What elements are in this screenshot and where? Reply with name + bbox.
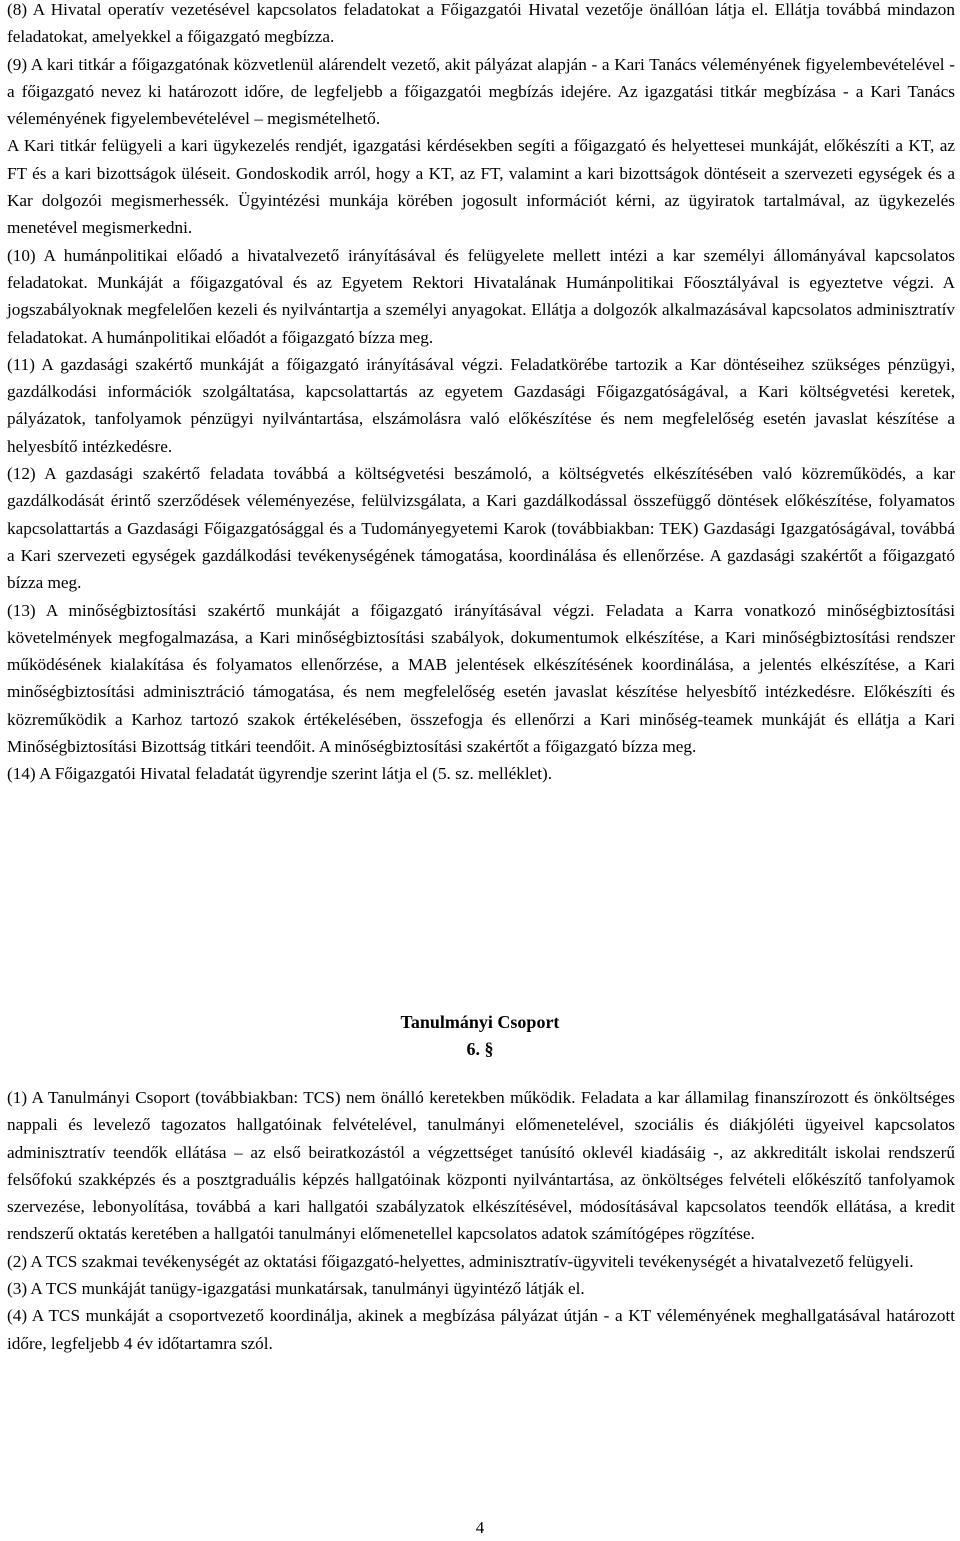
section-6-paragraph-1: (1) A Tanulmányi Csoport (továbbiakban: TCS) nem önálló keretekben működik. Feladata a kar államilag finanszírozott és önköltséges nappali és levelező tagozatos hallgatóinak felvételével, tanulmányi előmenetelével, szociális és diákjóléti ügyeivel kapcsolatos adminisztratív teendők ellátása – az első beiratkozástól a végzettséget tanúsító oklevél kiadásáig -, az akkreditált iskolai rendszerű felsőfokú szakképzés és a posztgraduális képzés hallgatóinak központi nyilvántartása, az önköltséges felvételi előkészítő tanfolyamok szervezése, lebonyolítása, továbbá a kari hallgatói szabályzatok elkészítésével, módosításával kapcsolatos teendők ellátása, a kredit rendszerű oktatás keretében a hallgatói tanulmányi előmenetellel kapcsolatos adatok számítógépes rögzítése. — [7, 1088, 955, 1244]
section-6-paragraph-4: (4) A TCS munkáját a csoportvezető koordinálja, akinek a megbízása pályázat útján - a KT véleményének meghallgatásával határozott időre, legfeljebb 4 év időtartamra szól. — [7, 1306, 955, 1353]
section-5-continued — [7, 0, 955, 788]
paragraph-12: (12) A gazdasági szakértő feladata továbbá a költségvetési beszámoló, a költségvetés elkészítésében való közreműködés, a kar gazdálkodását érintő szerződések véleményezése, felülvizsgálata, a Kari gazdálkodással összefüggő döntések előkészítése, folyamatos kapcsolattartás a Gazdasági Főigazgatósággal és a Tudományegyetemi Karok (továbbiakban: TEK) Gazdasági Igazgatóságával, továbbá a Kari szervezeti egységek gazdálkodási tevékenységének támogatása, koordinálása és ellenőrzése. A gazdasági szakértőt a főigazgató bízza meg. — [7, 464, 955, 593]
section-6-paragraph-3: (3) A TCS munkáját tanügy-igazgatási munkatársak, tanulmányi ügyintéző látják el. — [7, 1279, 585, 1299]
paragraph-13: (13) A minőségbiztosítási szakértő munkáját a főigazgató irányításával végzi. Feladata a Karra vonatkozó minőségbiztosítási követelmények megfogalmazása, a Kari minőségbiztosítási szabályok, dokumentumok elkészítése, a Kari minőségbiztosítási rendszer működésének kialakítása és folyamatos ellenőrzése, a MAB jelentések elkészítésének koordinálása, a jelentés elkészítése, a Kari minőségbiztosítási adminisztráció támogatása, és nem megfelelőség esetén javaslat készítése helyesbítő intézkedésre. Előkészíti és közreműködik a Karhoz tartozó szakok értékelésében, összefogja és ellenőrzi a Kari minőség-teamek munkáját és ellátja a Kari Minőségbiztosítási Bizottság titkári teendőit. A minőségbiztosítási szakértőt a főigazgató bízza meg. — [7, 600, 955, 757]
paragraph-11: (11) A gazdasági szakértő munkáját a főigazgató irányításával végzi. Feladatkörébe tartozik a Kar döntéseihez szükséges pénzügyi, gazdálkodási információk szolgáltatása, kapcsolattartás az egyetem Gazdasági Főigazgatóságával, a Kari költségvetési keretek, pályázatok, tanfolyamok pénzügyi nyilvántartása, elszámolásra való előkészítése és nem megfelelőség esetén javaslat készítése a helyesbítő intézkedésre. — [7, 354, 955, 456]
section-number: 6. § — [466, 1039, 494, 1059]
paragraph-8: (8) A Hivatal operatív vezetésével kapcsolatos feladatokat a Főigazgatói Hivatal vezetője önállóan látja el. Ellátja továbbá mindazon feladatokat, amelyekkel a főigazgató megbízza. — [7, 0, 955, 47]
paragraph-9-continued: A Kari titkár felügyeli a kari ügykezelés rendjét, igazgatási kérdésekben segíti a főigazgató és helyettesei munkáját, előkészíti a KT, az FT és a kari bizottságok üléseit. Gondoskodik arról, hogy a KT, az FT, valamint a kari bizottságok döntéseit a szervezeti egységek és a Kar dolgozói megismerhessék. Ügyintézési munkája körében jogosult információt kérni, az ügyiratok tartalmával, az ügykezelés menetével megismerkedni. — [7, 136, 955, 238]
section-6-body — [7, 1084, 955, 1357]
paragraph-10: (10) A humánpolitikai előadó a hivatalvezető irányításával és felügyelete mellett intézi a kar személyi állományával kapcsolatos feladatokat. Munkáját a főigazgatóval és az Egyetem Rektori Hivatalának Humánpolitikai Főosztályával is egyeztetve végzi. A jogszabályoknak megfelelően kezeli és nyilvántartja a személyi anyagokat. Ellátja a dolgozók alkalmazásával kapcsolatos adminisztratív feladatokat. A humánpolitikai előadót a főigazgató bízza meg. — [7, 245, 955, 347]
paragraph-9: (9) A kari titkár a főigazgatónak közvetlenül alárendelt vezető, akit pályázat alapján - a Kari Tanács véleményének figyelembevételével - a főigazgató nevez ki határozott időre, de legfeljebb a főigazgatói megbízás idejére. Az igazgatási titkár megbízása - a Kari Tanács véleményének figyelembevételével – megismételhető. — [7, 54, 955, 129]
section-title: Tanulmányi Csoport — [400, 1012, 560, 1032]
page-number: 4 — [475, 1518, 485, 1537]
paragraph-14: (14) A Főigazgatói Hivatal feladatát ügyrendje szerint látja el (5. sz. melléklet). — [7, 764, 553, 784]
section-6-paragraph-2: (2) A TCS szakmai tevékenységét az oktatási főigazgató-helyettes, adminisztratív-ügyviteli tevékenységét a hivatalvezető felügyeli. — [7, 1251, 914, 1271]
